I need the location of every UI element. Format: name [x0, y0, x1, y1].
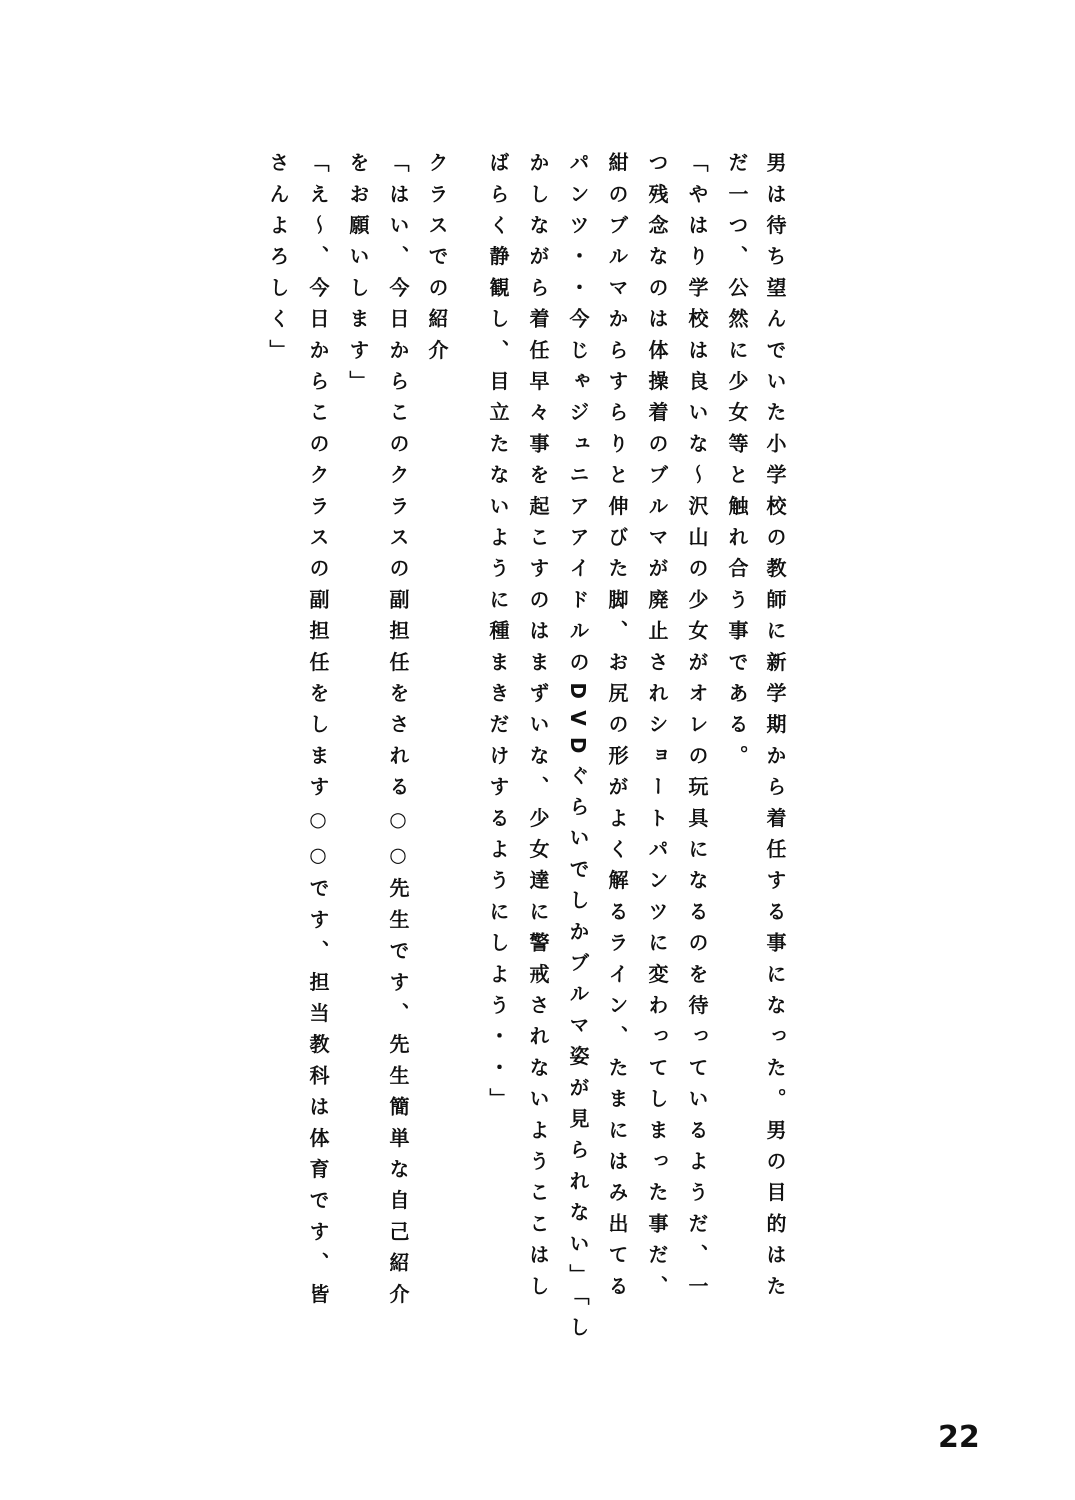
- text-column: さんよろしく」: [266, 152, 290, 371]
- text-column: かしながら着任早々事を起こすのはまずいな、少女達に警戒されないようここはし: [526, 152, 550, 1307]
- page-number: 22: [938, 1420, 980, 1455]
- section-heading: クラスでの紹介: [425, 152, 449, 371]
- text-column: 紺のブルマからすらりと伸びた脚、お尻の形がよく解るライン、たまにはみ出てる: [605, 152, 629, 1307]
- text-column: 「え～、今日からこのクラスの副担任をします○○です、担当教科は体育です、皆: [306, 152, 330, 1315]
- text-column: をお願いします」: [346, 152, 370, 402]
- text-column: だ一つ、公然に少女等と触れ合う事である。: [725, 152, 749, 776]
- text-column: 「はい、今日からこのクラスの副担任をされる○○先生です、先生簡単な自己紹介: [386, 152, 410, 1315]
- text-column: 「やはり学校は良いな～沢山の少女がオレの玩具になるのを待っているようだ、一: [685, 152, 709, 1307]
- text-column: パンツ・・今じゃジュニアアイドルのDVDぐらいでしかブルマ姿が見られない」「し: [566, 152, 590, 1348]
- text-column: 男は待ち望んでいた小学校の教師に新学期から着任する事になった。男の目的はた: [763, 152, 787, 1307]
- text-column: ばらく静観し、目立たないように種まきだけするようにしよう・・」: [486, 152, 510, 1120]
- text-column: つ残念なのは体操着のブルマが廃止されショートパンツに変わってしまった事だ、: [645, 152, 669, 1307]
